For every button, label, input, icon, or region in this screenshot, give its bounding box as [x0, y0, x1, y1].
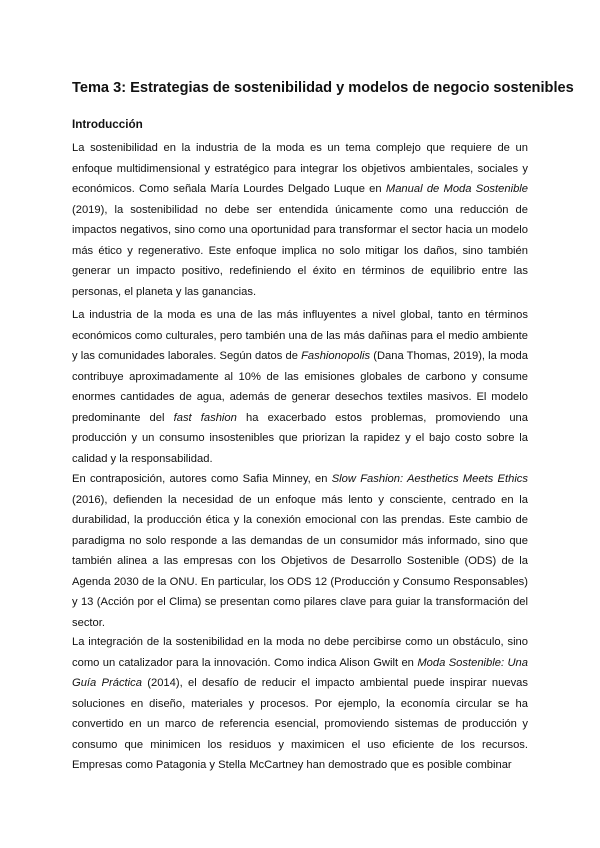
- book-title-manual-moda-sostenible: Manual de Moda Sostenible: [385, 183, 528, 195]
- paragraph-1-text-c: (2019), la sostenibilidad no debe ser entendida únicamente como una reducción de impactos negativos, sino como una oportunidad para transformar el sector hacia un modelo más ético y regenerativo. Este enfoque implica no solo mitigar los daños, sino también generar un impacto positivo, redefiniendo el éxito en términos de equilibrio entre las personas, el planeta y las ganancias.: [72, 203, 528, 298]
- paragraph-3-text-a: En contraposición, autores como Safia Minney, en: [72, 473, 332, 485]
- paragraph-4-text-a: La integración de la sostenibilidad en la moda no debe percibirse como un obstáculo, sino como un catalizador para la innovación. Como indica Alison Gwilt en: [72, 636, 528, 669]
- term-fast-fashion: fast fashion: [173, 411, 237, 424]
- paragraph-4: [72, 632, 528, 776]
- paragraph-2-text-c: (Dana Thomas, 2019), la moda contribuye aproximadamente al 10% de las emisiones globales de carbono y consume enormes cantidades de agua, además de generar desechos textiles masivos. El modelo predominante del: [72, 350, 528, 424]
- paragraph-4-text-c: (2014), el desafío de reducir el impacto ambiental puede inspirar nuevas soluciones en diseño, materiales y procesos. Por ejemplo, la economía circular se ha convertido en un marco de referencia esencial, promoviendo sistemas de producción y consumo que minimicen los residuos y maximicen el uso eficiente de los recursos. Empresas como Patagonia y Stella McCartney han demostrado que es posible combinar: [72, 677, 528, 771]
- paragraph-2-text-e: ha exacerbado estos problemas, promoviendo una producción y un consumo insostenibles que priorizan la rapidez y el bajo costo sobre la calidad y la responsabilidad.: [72, 411, 528, 465]
- paragraph-2: [72, 305, 528, 469]
- paragraph-3: [72, 469, 528, 633]
- book-title-moda-sostenible-guia: Moda Sostenible: Una Guía Práctica: [72, 656, 529, 689]
- book-title-fashionopolis: Fashionopolis: [301, 350, 371, 362]
- paragraph-1: [72, 138, 528, 302]
- book-title-slow-fashion: Slow Fashion: Aesthetics Meets Ethics: [331, 473, 528, 485]
- paragraph-1-text-a: La sostenibilidad en la industria de la moda es un tema complejo que requiere de un enfoque multidimensional y estratégico para integrar los objetivos ambientales, sociales y económicos. Como señala María Lourdes Delgado Luque en: [72, 142, 528, 195]
- paragraph-2-text-a: La industria de la moda es una de las más influyentes a nivel global, tanto en términos económicos como culturales, pero también una de las más dañinas para el medio ambiente y las comunidades laborales. Según datos de: [72, 309, 528, 362]
- section-heading: Introducción: [72, 118, 143, 131]
- paragraph-3-text-c: (2016), defienden la necesidad de un enfoque más lento y consciente, centrado en la durabilidad, la producción ética y la conexión emocional con las prendas. Este cambio de paradigma no solo responde a las demandas de un consumidor más informado, sino que también alinea a las empresas con los Objetivos de Desarrollo Sostenible (ODS) de la Agenda 2030 de la ONU. En particular, los ODS 12 (Producción y Consumo Responsables) y 13 (Acción por el Clima) se presentan como pilares clave para guiar la transformación del sector.: [72, 493, 528, 629]
- document-title: Tema 3: Estrategias de sostenibilidad y modelos de negocio sostenibles: [72, 80, 574, 96]
